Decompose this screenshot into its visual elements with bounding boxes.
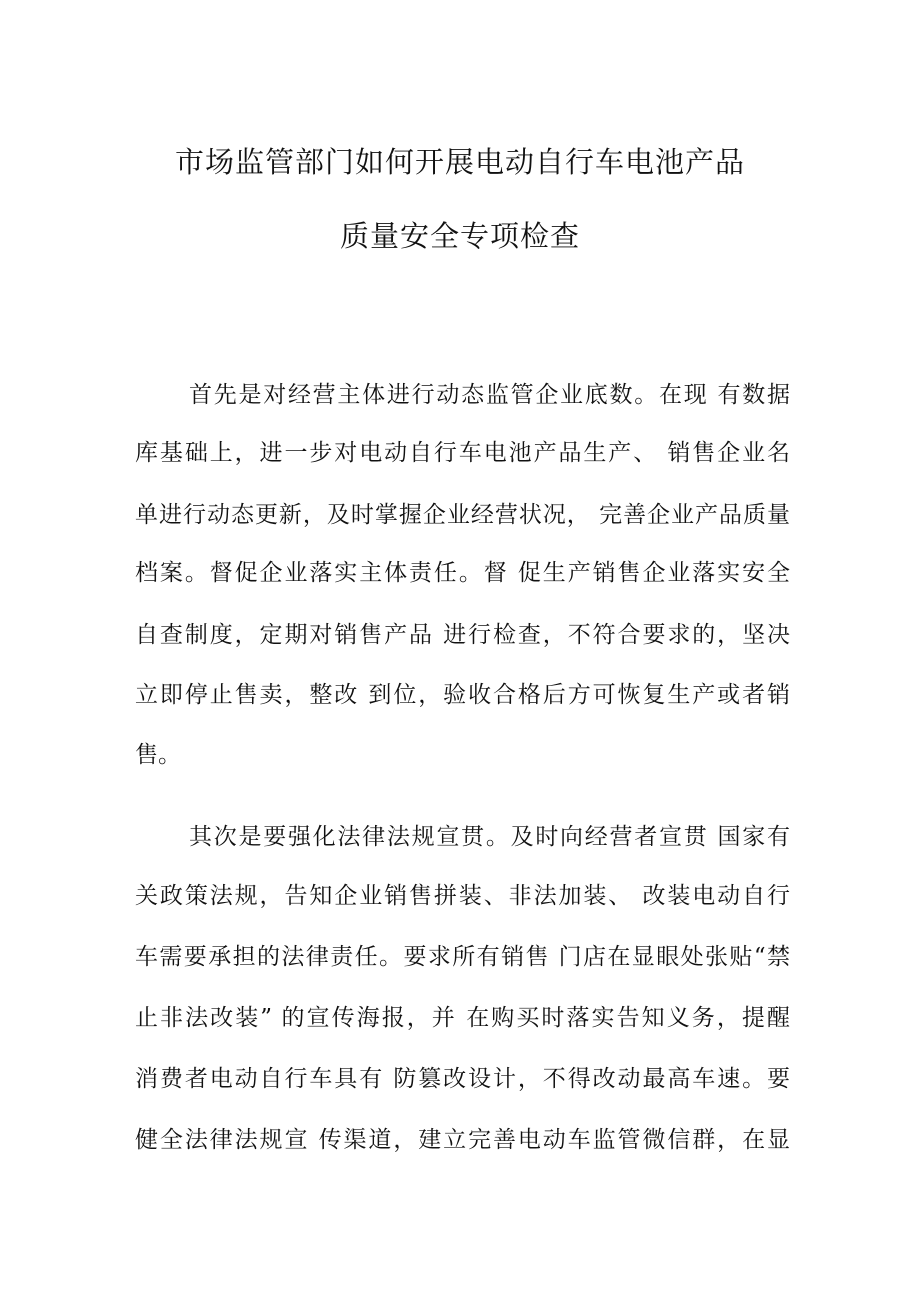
paragraph-1-line-7: 售。 <box>135 742 181 768</box>
paragraph-1-line-4: 档案。督促企业落实主体责任。督 促生产销售企业落实安全 <box>135 560 790 586</box>
document-title-line-2: 质量安全专项检查 <box>339 219 580 253</box>
paragraph-1-line-3: 单进行动态更新，及时掌握企业经营状况， 完善企业产品质量 <box>135 502 790 528</box>
paragraph-2-line-2: 关政策法规，告知企业销售拼装、非法加装、 改装电动自行 <box>135 883 790 909</box>
paragraph-1-line-2: 库基础上，进一步对电动自行车电池产品生产、 销售企业名 <box>135 440 790 466</box>
paragraph-2-line-1: 其次是要强化法律法规宣贯。及时向经营者宣贯 国家有 <box>189 824 790 850</box>
paragraph-1-line-6: 立即停止售卖，整改 到位，验收合格后方可恢复生产或者销 <box>135 682 790 708</box>
paragraph-2-line-5: 消费者电动自行车具有 防篡改设计，不得改动最高车速。要 <box>135 1066 790 1092</box>
paragraph-2-line-6: 健全法律法规宣 传渠道，建立完善电动车监管微信群，在显 <box>135 1127 790 1153</box>
document-title-line-1: 市场监管部门如何开展电动自行车电池产品 <box>174 145 745 179</box>
paragraph-1-line-1: 首先是对经营主体进行动态监管企业底数。在现 有数据 <box>189 382 790 408</box>
paragraph-1-line-5: 自查制度，定期对销售产品 进行检查，不符合要求的，坚决 <box>135 622 790 648</box>
paragraph-2-line-3: 车需要承担的法律责任。要求所有销售 门店在显眼处张贴“禁 <box>135 944 790 970</box>
paragraph-2-line-4: 止非法改装” 的宣传海报，并 在购买时落实告知义务，提醒 <box>135 1005 790 1031</box>
